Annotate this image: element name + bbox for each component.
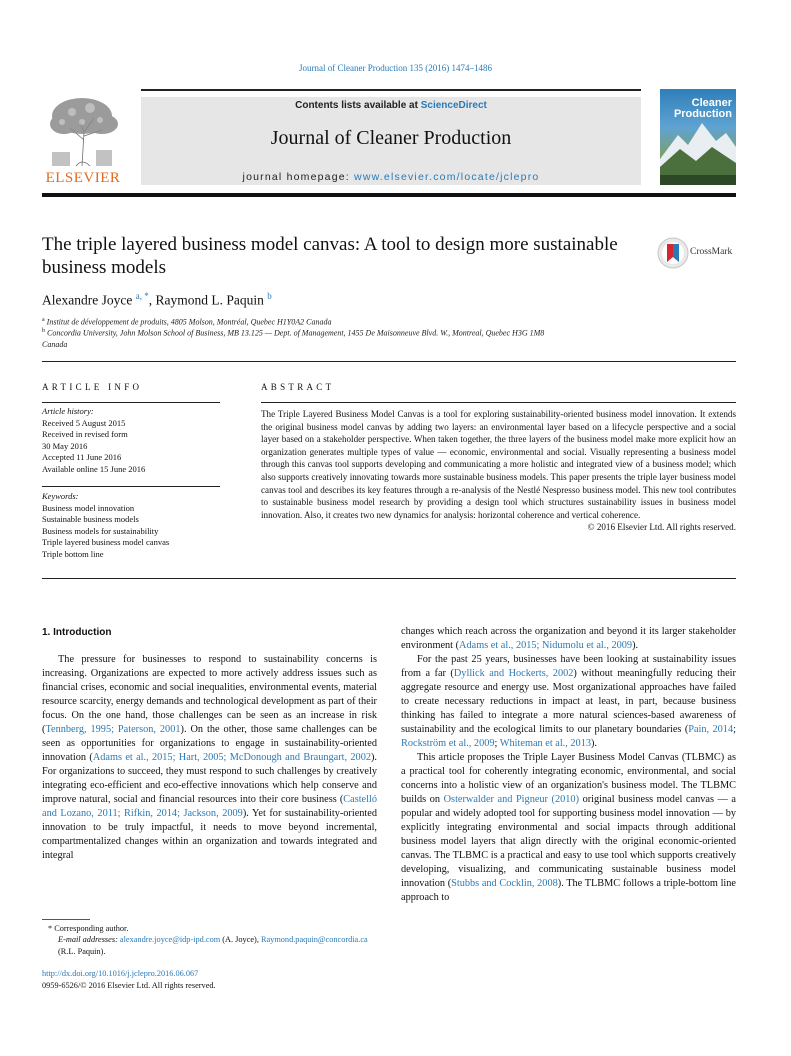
email-joyce-link[interactable]: alexandre.joyce@idp-ipd.com <box>119 935 221 945</box>
body-text: ). The TLBMC follows a triple-bottom line approach to <box>401 878 737 903</box>
body-text: ). On the other, those same challenges can be seen as opportunities for organizations to engage in sustainability-oriented innovation ( <box>42 724 377 763</box>
citation-link[interactable]: Rockström et al., 2009 <box>401 738 495 749</box>
crossmark-icon <box>657 237 689 269</box>
citation-link[interactable]: Stubbs and Cocklin, 2008 <box>451 878 558 889</box>
keywords-label: Keywords: <box>42 491 79 501</box>
body-text: ). <box>632 640 639 651</box>
front-matter-rule <box>42 578 736 579</box>
citation-link[interactable]: Pain, 2014 <box>688 724 734 735</box>
history-revised-date: 30 May 2016 <box>42 440 88 451</box>
header-top-rule <box>141 89 641 91</box>
article-history-label: Article history: <box>42 406 94 416</box>
article-title: The triple layered business model canvas: A tool to design more sustainable business models <box>42 234 618 278</box>
body-text: For the past 25 years, businesses have been looking at sustainability issues from a far ( <box>401 654 736 679</box>
abstract-text <box>261 408 736 534</box>
affiliation-a-marker: a <box>42 317 45 323</box>
author-joyce[interactable]: Alexandre Joyce <box>42 292 136 308</box>
journal-banner <box>141 97 641 185</box>
intro-paragraph-3 <box>401 751 736 905</box>
body-right-column <box>401 625 736 905</box>
body-text: The pressure for businesses to respond to sustainability concerns is increasing. Organizations are expected to more actively address issues such as financial crises, economic and social inequalities, environmental events, material resource scarcity, energy demands and technological development as part of their focus. On the one hand, those challenges can be seen as an increase in risk ( <box>42 654 377 735</box>
author-joyce-affil-marker[interactable]: a, * <box>135 291 149 301</box>
header-thick-rule <box>42 193 736 197</box>
email-paquin-link[interactable]: Raymond.paquin@concordia.ca <box>260 935 368 945</box>
intro-paragraph-1 <box>42 653 377 863</box>
doi-link[interactable]: http://dx.doi.org/10.1016/j.jclepro.2016.06.067 <box>42 969 199 978</box>
author-paquin[interactable]: , Raymond L. Paquin <box>148 292 268 308</box>
abstract-rule <box>261 402 736 403</box>
article-info-rule <box>42 402 220 403</box>
citation-separator: ; <box>494 738 500 749</box>
body-text: original business model canvas — a popular and widely adopted tool for supporting business model innovation — by explicitly integrating environmental and social impacts through additional business model layers that align directly with the original economic-oriented canvas. The TLBMC is a practical and easy to use tool which supports creatively developing, visualizing, and communicating sustainable business model innovation ( <box>401 794 736 889</box>
elsevier-wordmark: ELSEVIER <box>45 170 121 186</box>
keyword-item: Business model innovation <box>42 502 135 513</box>
journal-cover-image[interactable] <box>660 89 736 185</box>
keywords-list <box>42 491 220 560</box>
homepage-prefix: journal homepage: <box>242 171 355 183</box>
keyword-item: Sustainable business models <box>42 514 139 524</box>
journal-name: Journal of Cleaner Production <box>270 127 512 149</box>
body-left-column <box>42 653 377 863</box>
email-line <box>42 934 378 957</box>
body-text: ). Yet for sustainability-oriented innovation to be truly impactful, it needs to move beyond incremental, compartmentalized changes within an organization and towards integrated and integral <box>42 808 378 861</box>
citation-link[interactable]: Whiteman et al., 2013 <box>499 738 591 749</box>
citation-link[interactable]: Osterwalder and Pigneur (2010) <box>443 794 580 805</box>
affiliation-b-text: Concordia University, John Molson School of Business, MB 13.125 — Dept. of Management, 1455 De Maisonneuve Blvd. W., Montreal, Quebec H3G 1M8 <box>45 328 545 338</box>
issn-copyright: 0959-6526/© 2016 Elsevier Ltd. All rights reserved. <box>42 981 216 990</box>
author-list <box>42 291 272 309</box>
journal-homepage-line <box>141 171 641 183</box>
crossmark-button[interactable] <box>657 237 747 269</box>
body-text: ). <box>591 738 598 749</box>
citation-link[interactable]: Dyllick and Hockerts, 2002 <box>453 668 574 679</box>
keyword-item: Business models for sustainability <box>42 525 159 536</box>
keywords-rule <box>42 486 220 487</box>
intro-paragraph-1-cont <box>401 625 736 653</box>
citation-link[interactable]: Castelló and Lozano, 2011; Rifkin, 2014; Jackson, 2009 <box>42 794 377 819</box>
contents-prefix: Contents lists available at <box>295 100 421 111</box>
affiliation-b <box>42 328 544 338</box>
author-paquin-affil-marker[interactable]: b <box>267 291 272 301</box>
footnote-rule <box>42 919 90 920</box>
history-received: Received 5 August 2015 <box>42 417 126 428</box>
email-label: E-mail addresses: <box>58 935 118 945</box>
abstract-heading: ABSTRACT <box>261 382 335 392</box>
citation-link[interactable]: Tennberg, 1995; Paterson, 2001 <box>45 724 181 735</box>
history-accepted: Accepted 11 June 2016 <box>42 452 122 462</box>
article-history <box>42 406 220 475</box>
cover-title-line-1: Cleaner <box>691 97 732 109</box>
journal-homepage-link[interactable]: www.elsevier.com/locate/jclepro <box>354 171 540 183</box>
keyword-item: Triple bottom line <box>42 548 104 559</box>
section-heading-introduction: 1. Introduction <box>42 627 112 638</box>
cover-title <box>674 98 732 120</box>
sciencedirect-link[interactable]: ScienceDirect <box>420 100 487 111</box>
abstract-copyright: © 2016 Elsevier Ltd. All rights reserved. <box>587 522 736 533</box>
abstract-body: The Triple Layered Business Model Canvas is a tool for exploring sustainability-oriented business model innovation. It extends the original business model canvas by adding two layers: an environmental layer based on a lifecycle perspective and a social layer based on a stakeholder perspective. When taken together, the three layers of the business model make more explicit how an organization generates multiple types of value — economic, environmental and social. Visually representing a business model through this canvas tool supports developing and communicating a more holistic and integrated view of a business model; which also supports creatively innovating towards more sustainable business models. This paper presents the triple layer business model canvas tool and describes its key features through a re-analysis of the Nestlé Nespresso business model. This new tool contributes to sustainable business model research by providing a design tool which structures sustainability issues in business model innovation. Also, it creates two new dynamics for analysis: horizontal coherence and vertical coherence. <box>261 409 736 520</box>
body-text: ) without meaningfully reducing their aggregate resource and energy use. Most organizational approaches have failed to create necessary reductions in impact at least, in part, because business thinking has failed to integrate a more natural sciences-based awareness of sustainability and the ecological limits to our planetary boundaries ( <box>401 668 736 735</box>
citation-separator: ; <box>733 724 736 735</box>
corresponding-author-footnote <box>42 923 378 957</box>
keyword-item: Triple layered business model canvas <box>42 537 170 547</box>
body-text: changes which reach across the organization and beyond it its larger stakeholder environment ( <box>401 626 736 651</box>
affiliation-b-marker: b <box>42 328 45 334</box>
body-text: ). For organizations to succeed, they must respond to such challenges by creatively integrating eco-efficient and eco-effective innovations which help conserve and improve natural, social and financial resources into their core business ( <box>42 752 378 805</box>
corresponding-author-line: * Corresponding author. <box>48 924 129 933</box>
email-joyce-owner: (A. Joyce), <box>220 935 261 945</box>
affiliation-b-country: Canada <box>42 340 68 349</box>
history-online: Available online 15 June 2016 <box>42 463 146 474</box>
title-block-rule <box>42 361 736 362</box>
affiliation-a <box>42 317 331 327</box>
journal-reference-link[interactable]: Journal of Cleaner Production 135 (2016) 1474–1486 <box>299 63 492 73</box>
contents-available-line <box>141 100 641 111</box>
article-info-heading: ARTICLE INFO <box>42 382 143 392</box>
affiliation-a-text: Institut de développement de produits, 4805 Molson, Montréal, Quebec H1Y0A2 Canada <box>44 317 332 327</box>
crossmark-label: CrossMark <box>690 247 733 257</box>
body-text: This article proposes the Triple Layer Business Model Canvas (TLBMC) as a practical tool for coherently integrating economic, environmental, and social concerns into a holistic view of an organization's business model. The TLBMC builds on <box>401 752 736 805</box>
citation-link[interactable]: Adams et al., 2015; Nidumolu et al., 2009 <box>459 640 633 651</box>
history-revised-label: Received in revised form <box>42 429 128 439</box>
citation-link[interactable]: Adams et al., 2015; Hart, 2005; McDonough and Braungart, 2002 <box>92 752 371 763</box>
cover-title-line-2: Production <box>673 108 732 120</box>
email-paquin-owner: (R.L. Paquin). <box>58 946 106 956</box>
intro-paragraph-2 <box>401 653 736 751</box>
